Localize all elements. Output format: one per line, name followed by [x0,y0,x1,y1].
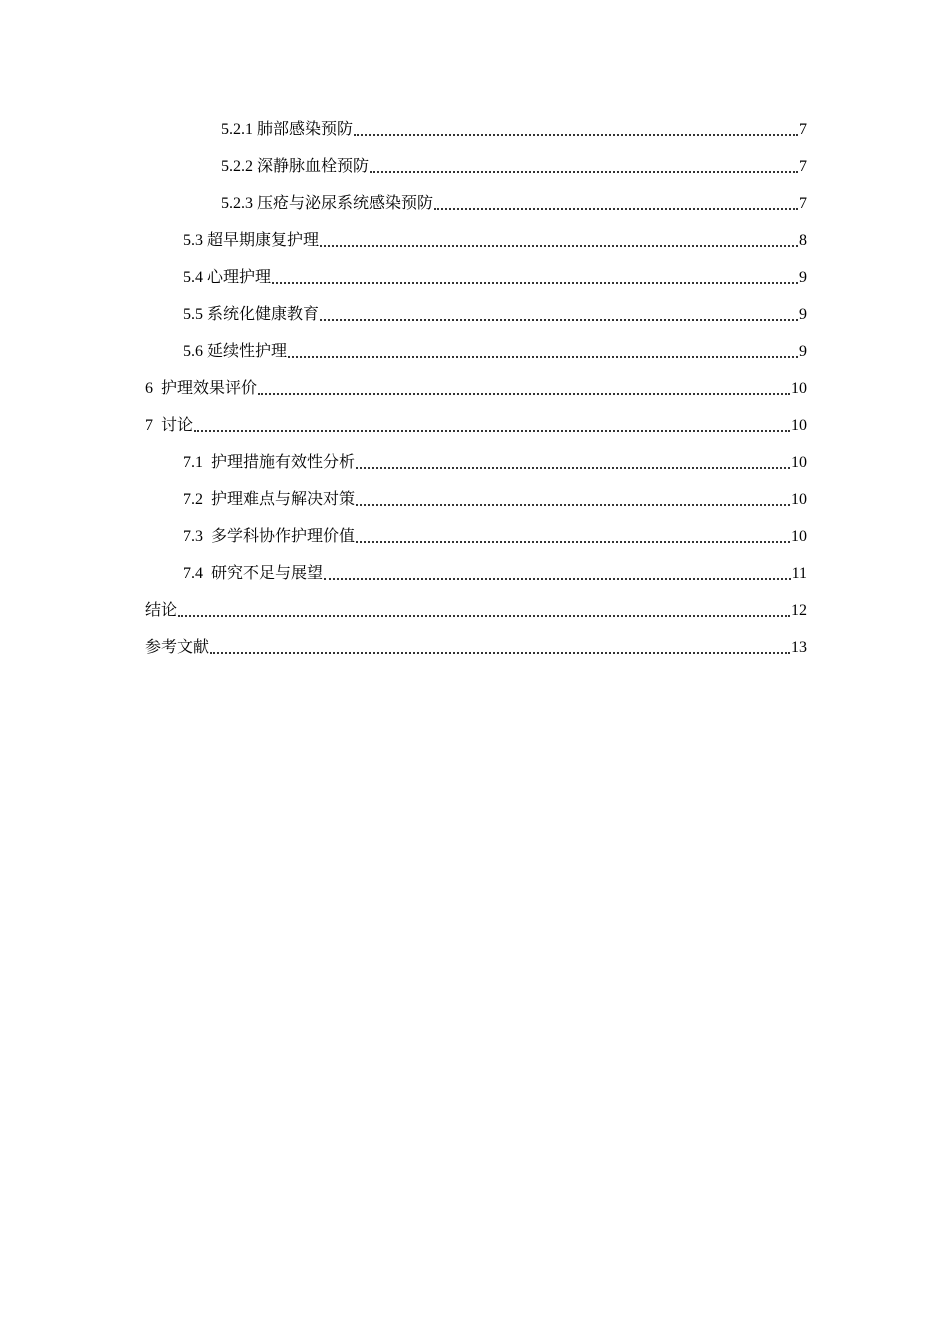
toc-entry-page: 12 [791,602,807,619]
toc-entry-label: 5.5 系统化健康教育 [183,306,320,323]
toc-entry-5-2-2[interactable] [221,153,807,177]
toc-dot-leader [370,171,798,173]
toc-entry-label: 7.4 研究不足与展望 [183,565,324,582]
toc-dot-leader [288,356,798,358]
toc-entry-5-4[interactable] [183,264,807,288]
toc-entry-label: 结论 [145,602,178,619]
toc-entry-5-2-3[interactable] [221,190,807,214]
toc-entry-5-2-1[interactable] [221,116,807,140]
toc-entry-7[interactable] [145,412,807,436]
toc-entry-label: 5.4 心理护理 [183,269,272,286]
toc-dot-leader [258,393,790,395]
toc-entry-label: 5.2.1 肺部感染预防 [221,121,354,138]
toc-dot-leader [356,467,790,469]
toc-entry-page: 9 [799,306,807,323]
toc-entry-page: 7 [799,195,807,212]
toc-entry-label: 6 护理效果评价 [145,380,258,397]
toc-dot-leader [178,615,790,617]
toc-entry-page: 10 [791,454,807,471]
toc-entry-label: 5.2.2 深静脉血栓预防 [221,158,370,175]
toc-entry-page: 9 [799,343,807,360]
toc-entry-page: 7 [799,121,807,138]
toc-entry-page: 11 [791,565,807,582]
toc-entry-5-5[interactable] [183,301,807,325]
toc-dot-leader [356,541,790,543]
toc-dot-leader [356,504,790,506]
toc-entry-page: 13 [791,639,807,656]
toc-dot-leader [272,282,798,284]
toc-entry-label: 参考文献 [145,639,210,656]
toc-dot-leader [354,134,798,136]
toc-entry-7-2[interactable] [183,486,807,510]
toc-entry-label: 5.6 延续性护理 [183,343,288,360]
toc-entry-page: 10 [791,528,807,545]
toc-entry-label: 7.3 多学科协作护理价值 [183,528,356,545]
toc-entry-label: 7.1 护理措施有效性分析 [183,454,356,471]
toc-entry-label: 5.2.3 压疮与泌尿系统感染预防 [221,195,434,212]
toc-entry-page: 8 [799,232,807,249]
toc-entry-label: 7 讨论 [145,417,194,434]
toc-entry-5-3[interactable] [183,227,807,251]
toc-entry-7-3[interactable] [183,523,807,547]
toc-entry-page: 7 [799,158,807,175]
toc-dot-leader [324,578,791,580]
toc-entry-conclusion[interactable] [145,597,807,621]
toc-entry-page: 10 [791,417,807,434]
toc-entry-label: 5.3 超早期康复护理 [183,232,320,249]
toc-dot-leader [194,430,790,432]
toc-dot-leader [320,245,798,247]
toc-entry-references[interactable] [145,634,807,658]
toc-entry-7-1[interactable] [183,449,807,473]
toc-entry-page: 9 [799,269,807,286]
toc-dot-leader [434,208,798,210]
toc-entry-page: 10 [791,491,807,508]
toc-entry-5-6[interactable] [183,338,807,362]
toc-entry-7-4[interactable] [183,560,807,584]
toc-dot-leader [320,319,798,321]
toc-entry-label: 7.2 护理难点与解决对策 [183,491,356,508]
toc-entry-6[interactable] [145,375,807,399]
toc-dot-leader [210,652,790,654]
toc-entry-page: 10 [791,380,807,397]
